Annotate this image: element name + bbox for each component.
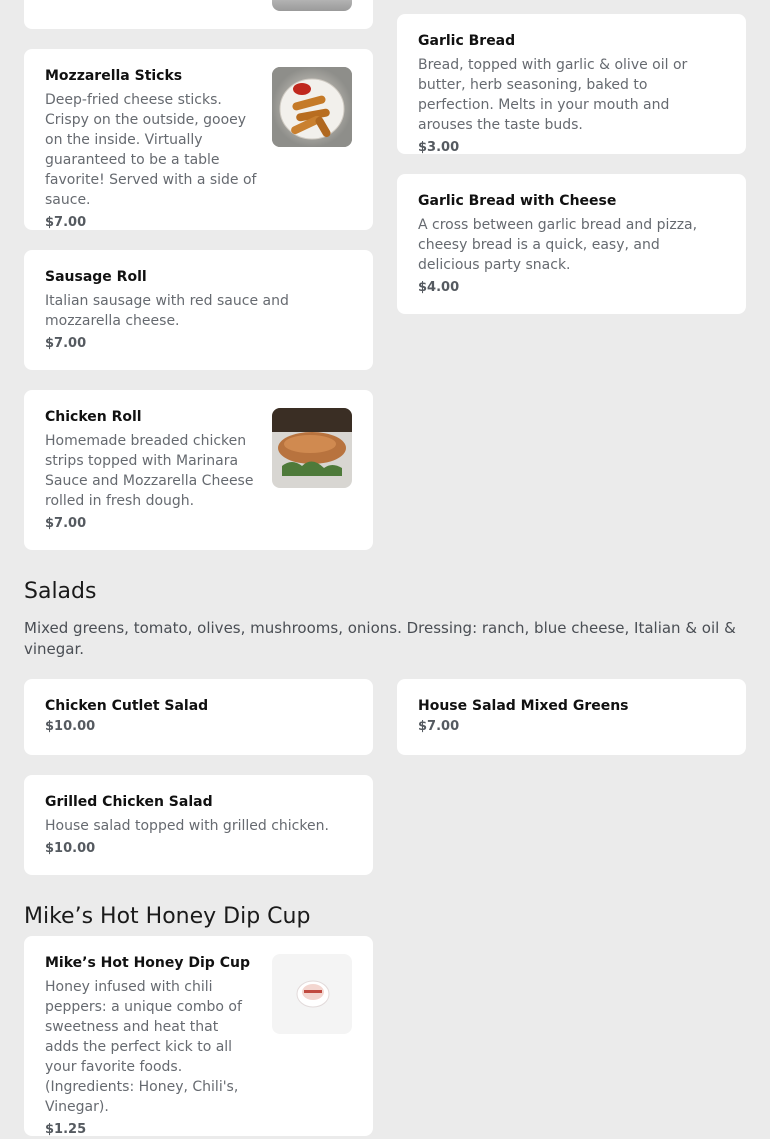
item-title: Mike’s Hot Honey Dip Cup <box>45 955 250 971</box>
item-description: Deep-fried cheese sticks. Crispy on the outside, gooey on the inside. Virtually guaranteed to be a table favorite! Served with a side of sauce. <box>45 92 257 208</box>
mozzarella-sticks-photo <box>272 67 352 147</box>
item-title: Chicken Cutlet Salad <box>45 698 209 714</box>
item-title: Sausage Roll <box>45 269 147 285</box>
item-description: Homemade breaded chicken strips topped with Marinara Sauce and Mozzarella Cheese rolled in fresh dough. <box>45 433 254 509</box>
item-description: Italian sausage with red sauce and mozzarella cheese. <box>45 293 289 329</box>
chicken-roll-photo <box>272 408 352 488</box>
item-title: Chicken Roll <box>45 409 142 425</box>
hot-honey-cup-photo <box>272 954 352 1034</box>
menu-item-chicken-roll[interactable] <box>24 390 373 550</box>
item-price: $7.00 <box>45 336 87 351</box>
item-price: $10.00 <box>45 719 96 734</box>
item-description: Honey infused with chili peppers: a unique combo of sweetness and heat that adds the perfect kick to all your favorite foods. (Ingredients: Honey, Chili's, Vinegar). <box>45 979 242 1115</box>
menu-item-house-salad-mixed-greens[interactable] <box>397 679 746 755</box>
item-title: Mozzarella Sticks <box>45 68 183 84</box>
item-title: House Salad Mixed Greens <box>418 698 629 714</box>
item-description: Bread, topped with garlic & olive oil or butter, herb seasoning, baked to perfection. Melts in your mouth and arouses the taste buds. <box>418 57 688 133</box>
menu-item-chicken-cutlet-salad[interactable] <box>24 679 373 755</box>
item-price: $7.00 <box>45 215 87 230</box>
section-description-salads: Mixed greens, tomato, olives, mushrooms, onions. Dressing: ranch, blue cheese, Italian & oil & vinegar. <box>24 619 736 658</box>
item-title: Garlic Bread <box>418 33 516 49</box>
item-price: $7.00 <box>418 719 460 734</box>
menu-item-card-partial[interactable] <box>24 0 373 29</box>
item-description: A cross between garlic bread and pizza, cheesy bread is a quick, easy, and delicious party snack. <box>418 217 698 273</box>
item-title: Garlic Bread with Cheese <box>418 193 617 209</box>
item-price: $10.00 <box>45 841 96 856</box>
food-photo <box>272 0 352 11</box>
item-title: Grilled Chicken Salad <box>45 794 213 810</box>
item-description: House salad topped with grilled chicken. <box>45 818 329 834</box>
menu-item-hot-honey-dip-cup[interactable] <box>24 936 373 1136</box>
section-title-salads: Salads <box>24 579 97 604</box>
item-price: $7.00 <box>45 516 87 531</box>
menu-item-garlic-bread[interactable] <box>397 14 746 154</box>
section-title-hot-honey: Mike’s Hot Honey Dip Cup <box>24 904 311 929</box>
menu-item-garlic-bread-with-cheese[interactable] <box>397 174 746 314</box>
item-price: $1.25 <box>45 1122 87 1137</box>
menu-item-mozzarella-sticks[interactable] <box>24 49 373 230</box>
item-price: $3.00 <box>418 140 460 155</box>
menu-item-sausage-roll[interactable] <box>24 250 373 370</box>
item-price: $4.00 <box>418 280 460 295</box>
menu-item-grilled-chicken-salad[interactable] <box>24 775 373 875</box>
